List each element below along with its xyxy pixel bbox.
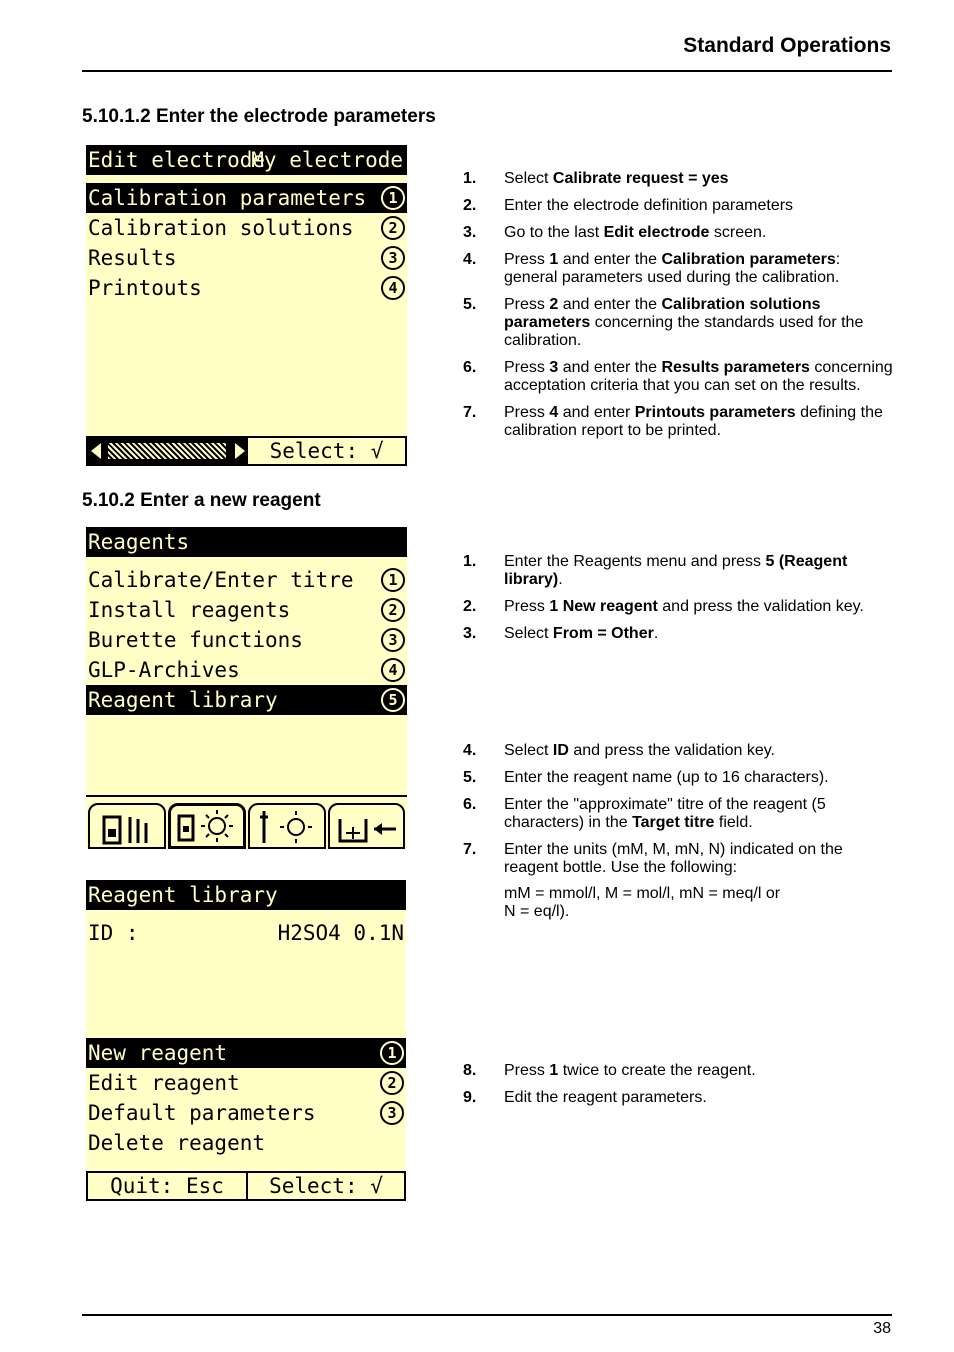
steps-reagent-b	[463, 742, 893, 921]
step-item	[463, 553, 893, 589]
menu-item-calibration-solutions[interactable]	[86, 213, 407, 243]
number-badge: 3	[381, 628, 405, 652]
lcd-title: Reagents	[88, 530, 190, 554]
id-field[interactable]	[86, 918, 406, 948]
lcd-title: Reagent library	[88, 883, 278, 907]
step-emphasis: 2	[549, 296, 559, 313]
units-note-line-2: N = eq/l).	[504, 903, 570, 920]
lcd-reagents	[86, 527, 407, 849]
lcd-title-bar	[86, 527, 407, 557]
step-text: Go to the last	[504, 224, 604, 241]
step-text: and press the validation key.	[657, 598, 864, 615]
number-badge: 3	[380, 1101, 404, 1125]
lcd-edit-electrode	[86, 145, 407, 466]
tab-burette[interactable]	[248, 803, 326, 849]
burette-sun-icon	[250, 805, 324, 847]
quit-softkey[interactable]: Quit: Esc	[110, 1174, 224, 1198]
step-number: 2.	[463, 197, 477, 214]
step-text: Enter the "approximate" titre of the reagent (5 characters) in the	[504, 796, 826, 831]
step-item	[463, 742, 893, 760]
step-item	[463, 296, 893, 350]
menu-item-new-reagent[interactable]	[86, 1038, 406, 1068]
page-header-title: Standard Operations	[683, 34, 891, 57]
step-text: and enter the	[558, 359, 662, 376]
menu-item-label: GLP-Archives	[88, 658, 240, 682]
step-number: 5.	[463, 296, 477, 313]
step-text: Select	[504, 742, 553, 759]
lcd-softkey-bar	[86, 1171, 406, 1201]
steps-reagent-b-list	[463, 742, 893, 877]
step-number: 3.	[463, 625, 477, 642]
menu-item-label: Calibration solutions	[88, 216, 354, 240]
step-text: Enter the electrode definition parameters	[504, 197, 794, 214]
step-text: Select	[504, 170, 553, 187]
lcd-reagent-library	[86, 880, 406, 1201]
step-emphasis: 1	[549, 1062, 559, 1079]
menu-item-calibrate-enter-titre[interactable]	[86, 565, 407, 595]
step-text: Press	[504, 251, 550, 268]
step-emphasis: Results parameters	[661, 359, 810, 376]
step-text: Edit the reagent parameters.	[504, 1089, 707, 1106]
step-number: 8.	[463, 1062, 477, 1079]
bottle-electrode-icon	[90, 805, 164, 847]
step-text: Enter the Reagents menu and press	[504, 553, 766, 570]
step-number: 7.	[463, 404, 477, 421]
step-emphasis: 1 New reagent	[549, 598, 658, 615]
step-text: Press	[504, 359, 550, 376]
menu-item-label: New reagent	[88, 1041, 228, 1065]
tab-calibrate[interactable]	[88, 803, 166, 849]
scroll-right-arrow-icon[interactable]	[235, 443, 245, 459]
units-note-line-1: mM = mmol/l, M = mol/l, mN = meq/l or	[504, 885, 781, 902]
step-item	[463, 796, 893, 832]
menu-item-label: Calibrate/Enter titre	[88, 568, 354, 592]
scroll-track	[108, 443, 226, 459]
id-value: H2SO4 0.1N	[277, 921, 404, 945]
number-badge: 4	[381, 658, 405, 682]
step-text: Press	[504, 296, 550, 313]
section-heading-electrode: 5.10.1.2 Enter the electrode parameters	[82, 106, 436, 127]
step-text: Select	[504, 625, 553, 642]
step-text: and press the validation key.	[568, 742, 775, 759]
number-badge: 4	[381, 276, 405, 300]
steps-reagent-a	[463, 553, 893, 652]
beaker-arrow-icon	[330, 805, 403, 847]
lcd-title-right: My electrode	[251, 148, 403, 172]
step-emphasis: Printouts parameters	[634, 404, 796, 421]
step-text: Enter the reagent name (up to 16 characters).	[504, 769, 829, 786]
step-text: field.	[714, 814, 753, 831]
step-emphasis: Calibration parameters	[661, 251, 836, 268]
steps-reagent-c	[463, 1062, 893, 1116]
tab-archives[interactable]	[328, 803, 405, 849]
step-emphasis: 1	[549, 251, 559, 268]
step-text: Press	[504, 1062, 550, 1079]
step-emphasis: ID	[552, 742, 569, 759]
step-text: screen.	[709, 224, 767, 241]
menu-item-install-reagents[interactable]	[86, 595, 407, 625]
step-number: 5.	[463, 769, 477, 786]
select-softkey[interactable]: Select: √	[269, 1174, 383, 1198]
step-text: defining the calibration report to be printed.	[504, 404, 883, 439]
number-badge: 3	[381, 246, 405, 270]
step-item	[463, 625, 893, 643]
number-badge: 2	[381, 598, 405, 622]
lcd-title-bar	[86, 880, 406, 910]
steps-electrode	[463, 170, 893, 449]
step-text: : general parameters used during the calibration.	[504, 251, 841, 286]
step-item	[463, 598, 893, 616]
menu-item-label: Printouts	[88, 276, 202, 300]
step-number: 9.	[463, 1089, 477, 1106]
step-emphasis: 5 (Reagent library)	[504, 553, 848, 588]
menu-item-label: Edit reagent	[88, 1071, 240, 1095]
menu-item-label: Calibration parameters	[88, 186, 367, 210]
step-number: 7.	[463, 841, 477, 858]
menu-item-edit-reagent[interactable]	[86, 1068, 406, 1098]
page-number: 38	[873, 1320, 891, 1337]
step-item	[463, 224, 893, 242]
step-item	[463, 251, 893, 287]
step-number: 1.	[463, 553, 477, 570]
lcd-title-left: Edit electrode	[88, 148, 266, 172]
step-text: twice to create the reagent.	[558, 1062, 756, 1079]
step-emphasis: 4	[549, 404, 559, 421]
scrollbar[interactable]	[88, 438, 248, 464]
step-item	[463, 1089, 893, 1107]
menu-item-label: Reagent library	[88, 688, 278, 712]
number-badge: 5	[381, 688, 405, 712]
step-text: and enter	[558, 404, 635, 421]
step-item	[463, 769, 893, 787]
menu-item-delete-reagent[interactable]	[86, 1128, 406, 1158]
step-emphasis: From = Other	[552, 625, 654, 642]
step-emphasis: Calibration solutions parameters	[504, 296, 821, 331]
number-badge: 1	[381, 186, 405, 210]
step-text: .	[558, 571, 563, 588]
step-number: 2.	[463, 598, 477, 615]
menu-item-label: Delete reagent	[88, 1131, 266, 1155]
footer-rule	[82, 1314, 892, 1316]
step-number: 1.	[463, 170, 477, 187]
step-item	[463, 1062, 893, 1080]
menu-item-label: Default parameters	[88, 1101, 316, 1125]
step-text: .	[653, 625, 659, 642]
menu-item-default-parameters[interactable]	[86, 1098, 406, 1128]
select-softkey[interactable]: Select: √	[269, 439, 384, 463]
tab-reagents[interactable]	[168, 803, 246, 849]
number-badge: 1	[380, 1041, 404, 1065]
step-emphasis: 3	[549, 359, 559, 376]
id-label: ID :	[88, 921, 139, 945]
number-badge: 1	[381, 568, 405, 592]
step-text: concerning acceptation criteria that you can set on the results.	[504, 359, 893, 394]
menu-item-results[interactable]	[86, 243, 407, 273]
step-item	[463, 841, 893, 877]
scroll-left-arrow-icon[interactable]	[91, 443, 101, 459]
menu-item-label: Burette functions	[88, 628, 303, 652]
reagent-bottle-sun-icon	[171, 806, 243, 846]
menu-item-printouts[interactable]	[86, 273, 407, 303]
header-rule	[82, 70, 892, 72]
step-item	[463, 359, 893, 395]
step-text: Press	[504, 598, 550, 615]
lcd-tab-strip	[86, 795, 407, 849]
menu-item-burette-functions[interactable]	[86, 625, 407, 655]
step-number: 4.	[463, 251, 477, 268]
menu-item-reagent-library[interactable]	[86, 685, 407, 715]
step-number: 6.	[463, 796, 477, 813]
step-text: Press	[504, 404, 550, 421]
menu-item-label: Results	[88, 246, 177, 270]
step-number: 6.	[463, 359, 477, 376]
step-text: Enter the units (mM, M, mN, N) indicated on the reagent bottle. Use the following:	[504, 841, 843, 876]
lcd-softkey-bar	[86, 436, 407, 466]
number-badge: 2	[380, 1071, 404, 1095]
step-emphasis: Calibrate request = yes	[552, 170, 729, 187]
step-emphasis: Target titre	[632, 814, 715, 831]
step-text: concerning the standards used for the calibration.	[504, 314, 864, 349]
section-heading-reagent: 5.10.2 Enter a new reagent	[82, 490, 321, 511]
step-text: and enter the	[558, 251, 662, 268]
lcd-title-bar	[86, 145, 407, 175]
step-item	[463, 197, 893, 215]
step-number: 4.	[463, 742, 477, 759]
step-number: 3.	[463, 224, 477, 241]
menu-item-glp-archives[interactable]	[86, 655, 407, 685]
step-text: and enter the	[558, 296, 662, 313]
step-item	[463, 404, 893, 440]
step-item	[463, 170, 893, 188]
menu-item-label: Install reagents	[88, 598, 291, 622]
step-emphasis: Edit electrode	[603, 224, 710, 241]
number-badge: 2	[381, 216, 405, 240]
menu-item-calibration-parameters[interactable]	[86, 183, 407, 213]
